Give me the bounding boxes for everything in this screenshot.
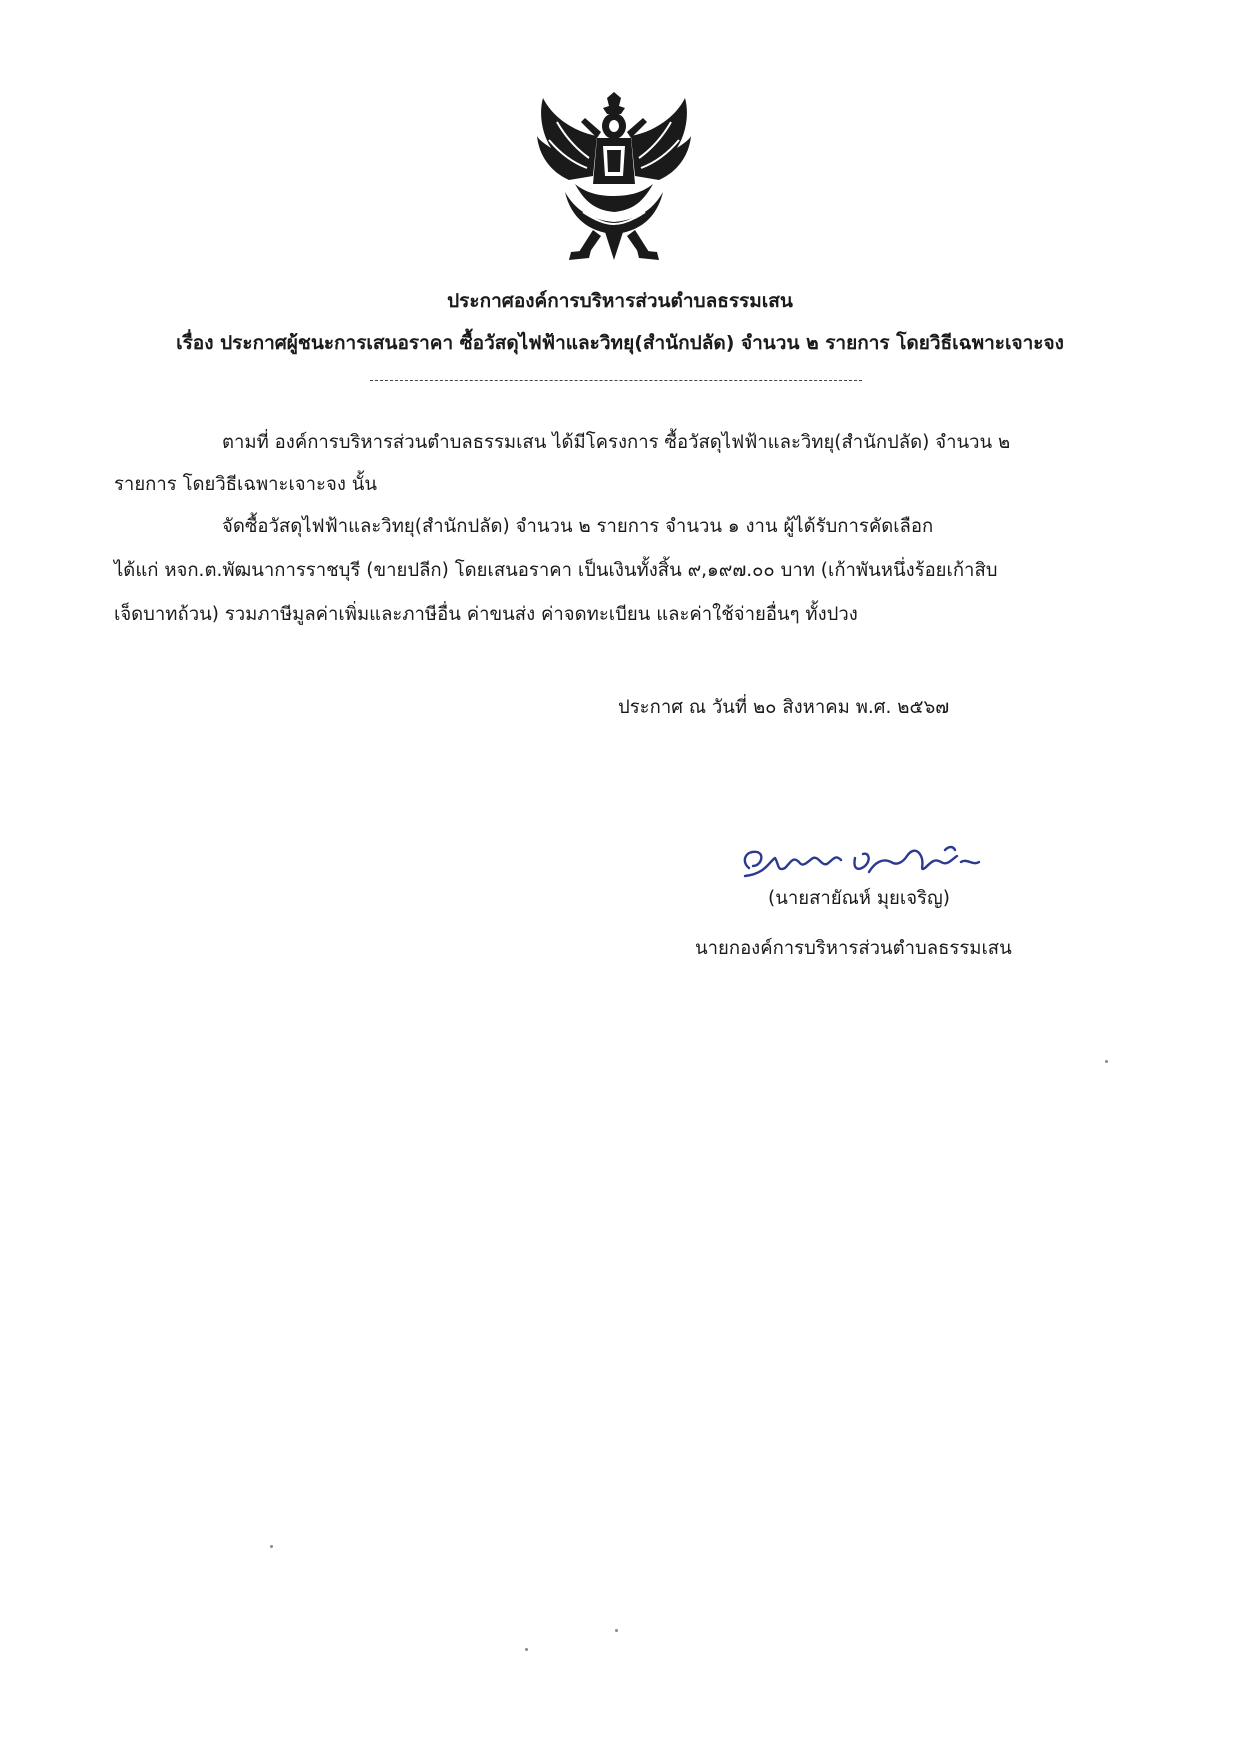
- scan-speck: [270, 1545, 273, 1548]
- paragraph-1-line-1: ตามที่ องค์การบริหารส่วนตำบลธรรมเสน ได้มีโครงการ ซื้อวัสดุไฟฟ้าและวิทยุ(สำนักปลัด) จำนวน ๒: [222, 432, 1011, 453]
- signer-name: (นายสายัณห์ มุยเจริญ): [768, 888, 950, 909]
- scan-speck: [1105, 1060, 1108, 1063]
- signer-position: นายกองค์การบริหารส่วนตำบลธรรมเสน: [695, 938, 1012, 959]
- document-title: ประกาศองค์การบริหารส่วนตำบลธรรมเสน: [447, 290, 793, 312]
- scan-speck: [525, 1648, 528, 1651]
- paragraph-1-line-2: รายการ โดยวิธีเฉพาะเจาะจง นั้น: [114, 474, 378, 495]
- paragraph-2-line-1: จัดซื้อวัสดุไฟฟ้าและวิทยุ(สำนักปลัด) จำนวน ๒ รายการ จำนวน ๑ งาน ผู้ได้รับการคัดเลือก: [222, 516, 934, 537]
- paragraph-2-line-2: ได้แก่ หจก.ต.พัฒนาการราชบุรี (ขายปลีก) โดยเสนอราคา เป็นเงินทั้งสิ้น ๙,๑๙๗.๐๐ บาท (เก้าพันหนึ่งร้อยเก้าสิบ: [114, 560, 998, 581]
- divider: [370, 380, 862, 381]
- garuda-emblem-icon: [535, 92, 693, 262]
- announcement-date: ประกาศ ณ วันที่ ๒๐ สิงหาคม พ.ศ. ๒๕๖๗: [618, 697, 950, 718]
- scan-speck: [615, 1629, 618, 1632]
- paragraph-2-line-3: เจ็ดบาทถ้วน) รวมภาษีมูลค่าเพิ่มและภาษีอื่น ค่าขนส่ง ค่าจดทะเบียน และค่าใช้จ่ายอื่นๆ ทั้งปวง: [114, 604, 858, 625]
- handwritten-signature: [735, 832, 1055, 888]
- document-subject: เรื่อง ประกาศผู้ชนะการเสนอราคา ซื้อวัสดุไฟฟ้าและวิทยุ(สำนักปลัด) จำนวน ๒ รายการ โดยวิธีเฉพาะเจาะจง: [176, 332, 1064, 354]
